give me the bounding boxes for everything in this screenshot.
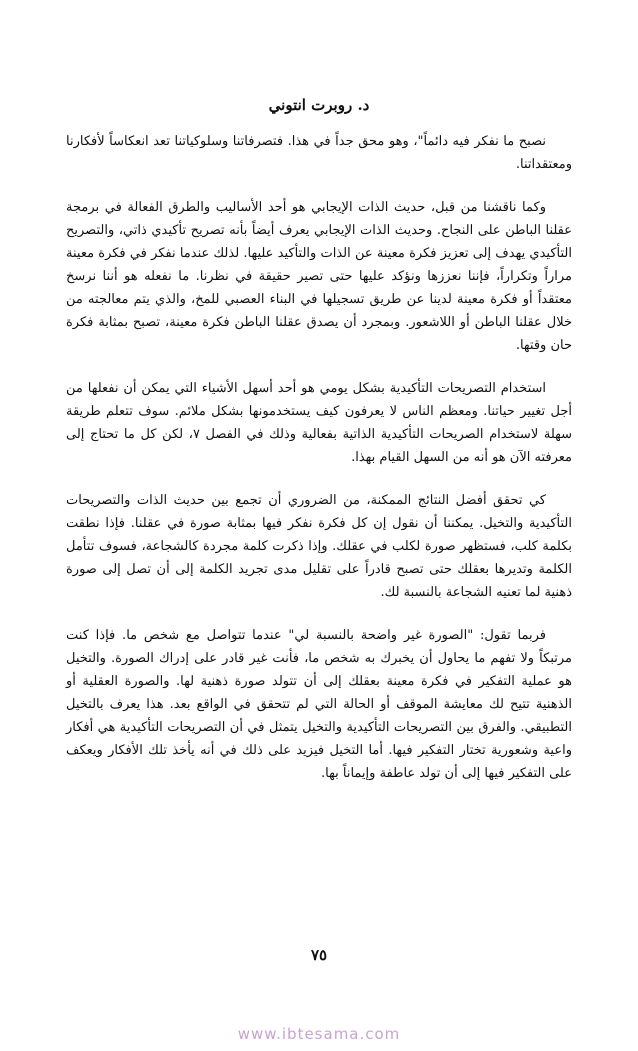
paragraph-1: نصبح ما نفكر فيه دائماً"، وهو محق جداً في هذا. فتصرفاتنا وسلوكياتنا تعد انعكاساً لأفكارنا ومعتقداتنا.	[66, 134, 572, 172]
paragraph-4: كي تحقق أفضل النتائج الممكنة، من الضروري أن تجمع بين حديث الذات والتصريحات التأكيدية والتخيل. يمكننا أن نقول إن كل فكرة نفكر فيها بمثابة صورة في عقلنا. فإذا نطقت بكلمة كلب، فستظهر صورة لكلب في عقلك. وإذا ذكرت كلمة مجردة كالشجاعة، فسوف تتأمل الكلمة وتديرها بعقلك حتى تصبح قادراً على تقليل مدى تجريد الكلمة إلى أن تصل إلى صورة ذهنية لما تعنيه الشجاعة بالنسبة لك.	[66, 493, 572, 600]
page-number: ٧٥	[310, 946, 328, 964]
site-watermark: www.ibtesama.com	[237, 1025, 401, 1043]
paragraph-5: فربما تقول: "الصورة غير واضحة بالنسبة لي" عندما تتواصل مع شخص ما. فإذا كنت مرتبكاً ولا تفهم ما يحاول أن يخبرك به شخص ما، فأنت غير قادر على إدراك الصورة. والتخيل هو عملية التفكير في فكرة معينة بعقلك إلى أن تتولد صورة ذهنية لها. والصورة العقلية أو الذهنية تتيح لك معايشة الموقف أو الحالة التي لم تتحقق في الواقع بعد. هذا يعرف بالتخيل التطبيقي. والفرق بين التصريحات التأكيدية والتخيل يتمثل في أن التصريحات التأكيدية هي أفكار واعية وشعورية تختار التفكير فيها. أما التخيل فيزيد على ذلك في أنه يأخذ تلك الأفكار ويعكف على التفكير فيها إلى أن تولد عاطفة وإيماناً بها.	[66, 628, 572, 781]
paragraph-3: استخدام التصريحات التأكيدية بشكل يومي هو أحد أسهل الأشياء التي يمكن أن نفعلها من أجل تغيير حياتنا. ومعظم الناس لا يعرفون كيف يستخدمونها بشكل ملائم. سوف تتعلم طريقة سهلة لاستخدام الصريحات التأكيدية الذاتية بفعالية وذلك في الفصل ٧، لكن كل ما تحتاج إلى معرفته الآن هو أنه من السهل القيام بهذا.	[66, 381, 573, 465]
page-body	[66, 130, 572, 805]
running-header-author: د. روبرت انتوني	[268, 96, 370, 114]
paragraph-2: وكما ناقشنا من قبل، حديث الذات الإيجابي هو أحد الأساليب والطرق الفعالة في برمجة عقلنا الباطن على النجاح. وحديث الذات الإيجابي يعرف أيضاً بأنه تصريح تأكيدي ذاتي، والتصريح التأكيدي يهدف إلى تعزيز فكرة معينة عن الذات والتأكيد عليها. لذلك عندما نفكر في فكرة معينة مراراً وتكراراً، فإننا نعززها ونؤكد عليها حتى تصير حقيقة في نظرنا. ما نفعله هو أننا نرسخ معتقداً أو فكرة معينة لدينا عن طريق تسجيلها في البناء العصبي للمخ، والذي يتم معالجته من خلال عقلنا الباطن أو اللاشعور. وبمجرد أن يصدق عقلنا الباطن فكرة معينة، تصبح بمثابة فكرة حان وقتها.	[66, 200, 572, 353]
